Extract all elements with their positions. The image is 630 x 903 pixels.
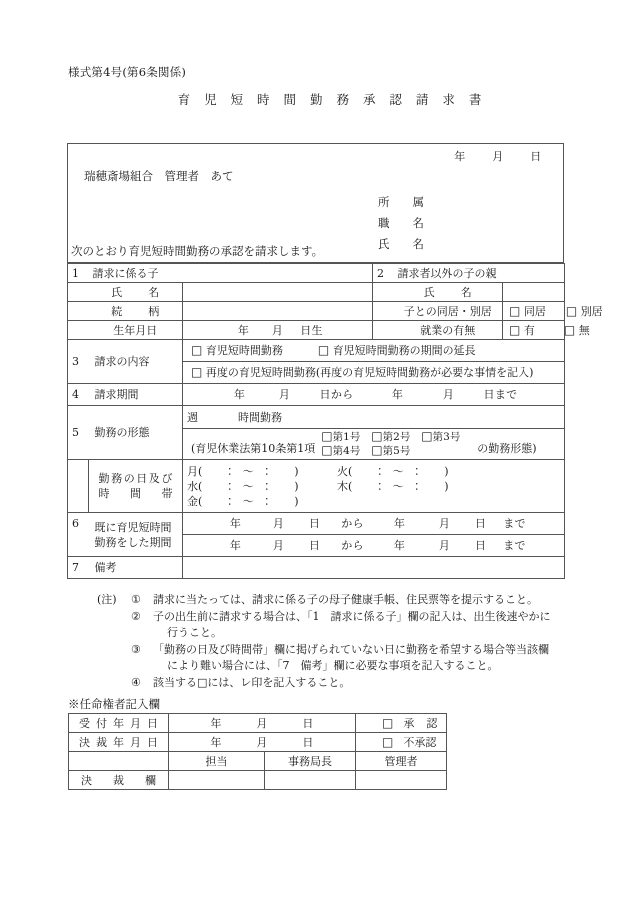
schedule-wed[interactable]: 水( ： 〜 ： ) [187, 479, 299, 493]
kessai-sign-1[interactable] [169, 771, 265, 790]
week-suffix-label: 時間勤務 [238, 410, 282, 424]
section1-title: 請求に係る子 [89, 264, 373, 283]
note-text: 請求に当たっては、請求に係る子の母子健康手帳、住民票等を提示すること。 [153, 593, 538, 606]
header-box [67, 143, 564, 263]
child-name-label-pad [68, 283, 89, 302]
section3-options-row2 [183, 362, 565, 384]
affiliation-row [378, 192, 424, 213]
child-name-label: 氏名 [89, 283, 183, 302]
intro-text: 次のとおり育児短時間勤務の承認を請求します。 [71, 244, 324, 258]
note-marker: ② [131, 609, 141, 623]
note-text-cont: 行うこと。 [167, 626, 222, 639]
section5-number: 5 [68, 406, 89, 460]
schedule-label: 勤務の日及び 時間帯 [89, 460, 183, 513]
section3-options-row1 [183, 340, 565, 362]
section2-title: 請求者以外の子の親 [394, 264, 565, 283]
law-reference-suffix: の勤務形態) [477, 442, 537, 455]
position-row [378, 213, 424, 234]
law-option-2[interactable]: □第2号 [371, 429, 411, 443]
law-option-3[interactable]: □第3号 [421, 429, 461, 443]
table-row [69, 771, 447, 790]
cohabit-together-label: 同居 [523, 304, 546, 318]
section6-number: 6 [68, 513, 89, 557]
section7-number: 7 [68, 557, 89, 579]
section6-title: 既に育児短時間 勤務をした期間 [89, 513, 183, 557]
birth-month-label: 月 [271, 323, 284, 337]
child-relation-value[interactable] [183, 302, 373, 321]
note-item [97, 642, 567, 659]
schedule-row-2 [187, 479, 560, 494]
name-label: 氏名 [378, 237, 424, 251]
table-row [69, 752, 447, 771]
law-option-4[interactable]: □第4号 [321, 443, 361, 457]
req-from-day: 日から [319, 388, 354, 401]
reject-option[interactable] [356, 733, 447, 752]
birth-year-label: 年 [237, 323, 250, 337]
note-marker: ④ [131, 675, 141, 689]
addressee-line: 瑞穂斎場組合 管理者 あて [84, 169, 234, 183]
date-month-label: 月 [492, 150, 504, 163]
applicant-fields [378, 192, 424, 255]
decision-date-value[interactable]: 年 月 日 [169, 733, 356, 752]
law-option-1[interactable]: □第1号 [321, 429, 361, 443]
table-row [68, 384, 565, 406]
section2-number: 2 [373, 264, 394, 283]
section5-title: 勤務の形態 [89, 406, 183, 460]
section3-number: 3 [68, 340, 89, 384]
note-item [97, 675, 567, 692]
req-to-month: 月 [442, 388, 455, 401]
section7-value[interactable] [183, 557, 565, 579]
section7-title: 備考 [89, 557, 183, 579]
date-year-label: 年 [454, 150, 466, 163]
table-row [68, 557, 565, 579]
approve-checkbox[interactable]: □ [382, 716, 394, 730]
table-row [68, 406, 565, 429]
request-type-again-checkbox[interactable]: □ [191, 365, 203, 379]
note-item-continuation [97, 658, 567, 675]
child-birthdate-label: 生年月日 [89, 321, 183, 340]
law-option-5[interactable]: □第5号 [371, 443, 411, 457]
note-text-cont: により難い場合には、「7 備考」欄に必要な事項を記入すること。 [167, 659, 499, 672]
section4-number: 4 [68, 384, 89, 406]
employment-yes-label: 有 [523, 323, 535, 337]
section4-title: 請求期間 [89, 384, 183, 406]
kessai-label-cell-spacer [69, 752, 169, 771]
section3-title: 請求の内容 [89, 340, 183, 384]
receipt-date-value[interactable]: 年 月 日 [169, 714, 356, 733]
birth-day-label: 日生 [300, 323, 323, 337]
appointment-table [68, 713, 447, 790]
request-type-short-checkbox[interactable]: □ [191, 343, 203, 357]
form-number: 様式第4号(第6条関係) [68, 65, 187, 79]
note-marker: ③ [131, 642, 141, 656]
parent-name-value[interactable] [503, 283, 565, 302]
submission-date [441, 148, 555, 164]
reject-label: 不承認 [403, 736, 437, 749]
parent-name-label: 氏名 [394, 283, 503, 302]
table-row [68, 302, 565, 321]
child-birthdate-value[interactable] [183, 321, 373, 340]
law-option-row-1 [321, 431, 471, 443]
note-text: 子の出生前に請求する場合は、「1 請求に係る子」欄の記入は、出生後速やかに [153, 609, 551, 623]
employment-yes-checkbox[interactable]: □ [509, 322, 521, 337]
law-reference-prefix: (育児休業法第10条第1項 [191, 442, 316, 455]
schedule-thu[interactable]: 木( ： 〜 ： ) [337, 479, 449, 493]
req-to-year: 年 [391, 388, 404, 401]
table-row [69, 733, 447, 752]
kessai-sign-2[interactable] [265, 771, 356, 790]
notes-label: (注) [97, 593, 117, 606]
request-type-again-label: 再度の育児短時間勤務(再度の育児短時間勤務が必要な事情を記入) [205, 366, 534, 379]
position-label: 職名 [378, 216, 424, 230]
note-item-continuation [97, 625, 567, 642]
employment-no-checkbox[interactable]: □ [563, 322, 576, 337]
req-from-month: 月 [278, 388, 291, 401]
table-row [68, 460, 565, 513]
section5-weekly-hours[interactable] [183, 406, 565, 429]
table-row [69, 714, 447, 733]
table-row [68, 340, 565, 362]
kessai-column-header-1: 担当 [169, 752, 265, 771]
table-row [68, 321, 565, 340]
employment-options [503, 321, 590, 340]
name-row [378, 234, 424, 255]
appointment-section-title: ※任命権者記入欄 [68, 697, 160, 711]
request-details-table [67, 263, 603, 579]
req-from-year: 年 [233, 388, 246, 401]
table-row [68, 513, 565, 535]
kessai-column-header-2: 事務局長 [265, 752, 356, 771]
affiliation-label: 所属 [378, 195, 424, 209]
previous-period-row-1[interactable]: 年 月 日 から 年 月 日 まで [183, 513, 565, 535]
note-item [97, 609, 567, 626]
parent-name-label-pad [373, 283, 394, 302]
cohabit-separate-checkbox[interactable]: □ [565, 303, 578, 318]
schedule-fri[interactable]: 金( ： 〜 ： ) [187, 494, 299, 508]
request-type-extend-checkbox[interactable]: □ [317, 343, 330, 357]
table-row [68, 264, 565, 283]
previous-period-row-2[interactable]: 年 月 日 から 年 月 日 まで [183, 535, 565, 557]
request-type-extend-label: 育児短時間勤務の期間の延長 [332, 344, 476, 357]
kessai-label: 決裁欄 [69, 771, 169, 790]
receipt-date-label: 受付年月日 [69, 714, 169, 733]
employment-no-label: 無 [578, 323, 590, 337]
schedule-mon[interactable]: 月( ： 〜 ： ) [187, 464, 299, 478]
request-type-short-label: 育児短時間勤務 [205, 344, 283, 357]
note-marker: ① [131, 593, 141, 606]
child-relation-label: 続柄 [89, 302, 183, 321]
schedule-tue[interactable]: 火( ： 〜 ： ) [337, 464, 449, 478]
employment-label: 就業の有無 [394, 321, 503, 340]
cohabit-together-checkbox[interactable]: □ [509, 303, 521, 318]
section1-number: 1 [68, 264, 89, 283]
approve-label: 承認 [403, 717, 438, 730]
schedule-row-3 [187, 494, 560, 509]
reject-checkbox[interactable]: □ [382, 735, 394, 749]
law-option-group [321, 430, 471, 458]
week-prefix-label: 週 [187, 410, 198, 424]
law-option-row-2 [321, 445, 421, 457]
section4-period[interactable] [183, 384, 565, 406]
schedule-row-1 [187, 464, 560, 479]
kessai-column-header-3: 管理者 [356, 752, 447, 771]
date-day-label: 日 [530, 150, 542, 163]
notes-block [97, 592, 567, 691]
cohabit-separate-label: 別居 [580, 304, 603, 318]
kessai-sign-3[interactable] [356, 771, 447, 790]
section5-law-row [183, 429, 565, 460]
approve-option[interactable] [356, 714, 447, 733]
table-row [68, 283, 565, 302]
cohabitation-label: 子との同居・別居 [394, 302, 503, 321]
schedule-times[interactable] [183, 460, 565, 513]
decision-date-label: 決裁年月日 [69, 733, 169, 752]
note-text: 該当する□には、レ印を記入すること。 [153, 675, 351, 689]
note-item [97, 592, 567, 609]
child-name-value[interactable] [183, 283, 373, 302]
note-text: 「勤務の日及び時間帯」欄に掲げられていない日に勤務を希望する場合等当該欄 [153, 642, 549, 656]
page-title: 育 児 短 時 間 勤 務 承 認 請 求 書 [177, 92, 487, 107]
cohabitation-options [503, 302, 603, 321]
req-to-day: 日まで [483, 388, 518, 401]
